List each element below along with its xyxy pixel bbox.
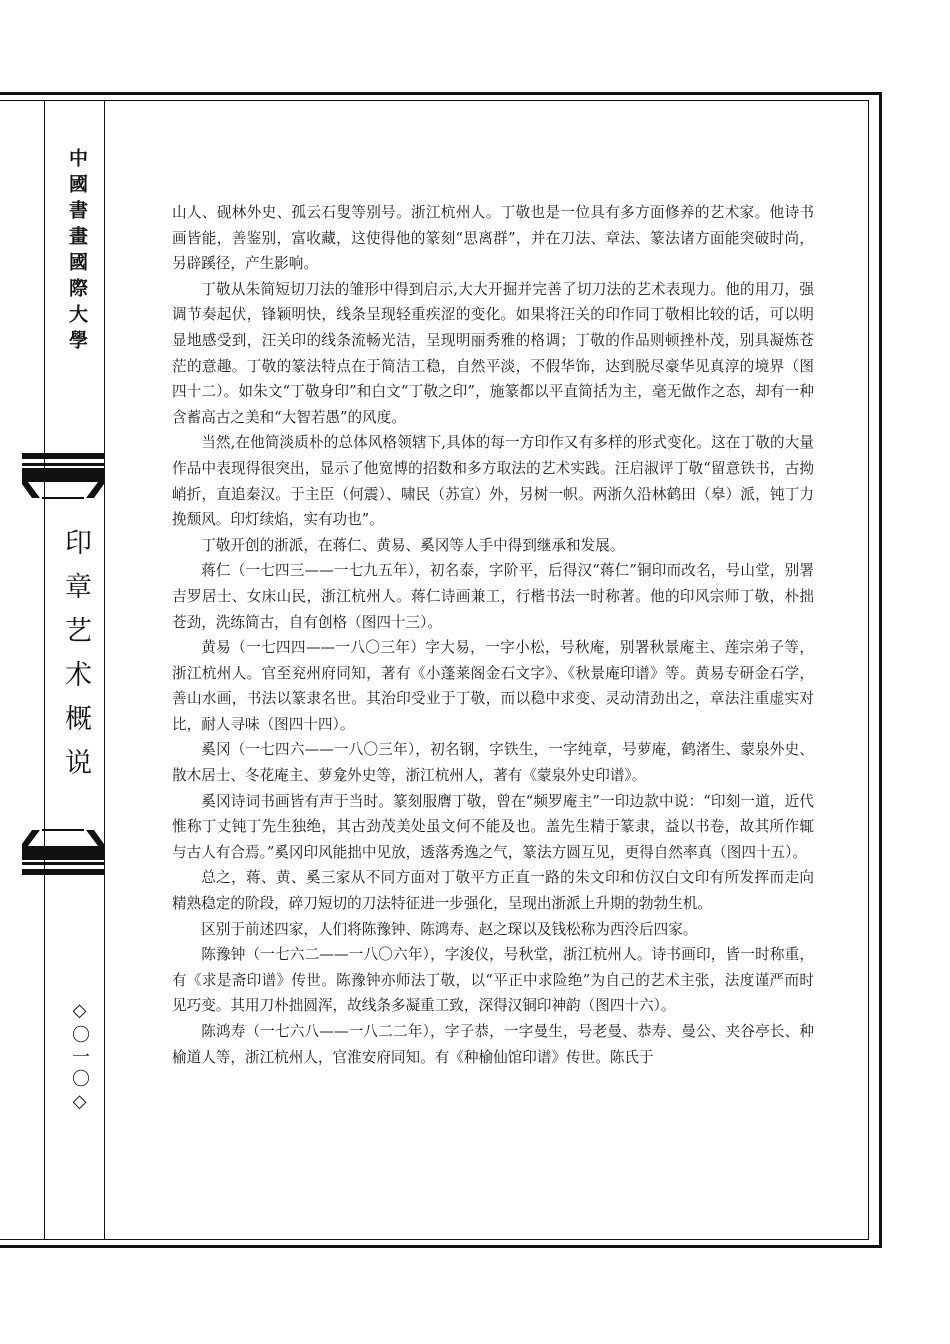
paragraph: 陈豫钟（一七六二——一八〇六年），字浚仪，号秋堂，浙江杭州人。诗书画印，皆一时称重，有《求是斋印谱》传世。陈豫钟亦师法丁敬，以“平正中求险绝”为自己的艺术主张，法度谨严而时见巧变。其用刀朴拙圆浑，故线条多凝重工致，深得汉铜印神韵（图四十六）。	[172, 946, 814, 1015]
title-bar-top-1	[22, 453, 104, 459]
body-text	[172, 200, 814, 1070]
university-name: 中國書畫國際大學	[66, 148, 88, 356]
paragraph: 丁敬从朱简短切刀法的雏形中得到启示,大大开掘并完善了切刀法的艺术表现力。他的用刀，强调节奏起伏，锋颖明快，线条呈现轻重疾涩的变化。如果将汪关的印作同丁敬相比较的话，可以明显地感受到，汪关印的线条流畅光洁，呈现明丽秀雅的格调；丁敬的作品则顿挫朴茂，别具凝炼苍茫的意趣。丁敬的篆法特点在于简洁工稳，自然平淡，不假华饰，达到脱尽豪华见真淳的境界（图四十二）。如朱文“丁敬身印”和白文“丁敬之印”，施篆都以平直简括为主，毫无做作之态，却有一种含蓄高古之美和“大智若愚”的风度。	[172, 280, 815, 426]
paragraph: 奚冈诗词书画皆有声于当时。篆刻服膺丁敬，曾在“频罗庵主”一印边款中说：“印刻一道，近代惟称丁丈钝丁先生独绝，其古劲茂美处虽文何不能及也。盖先生精于篆隶，益以书卷，故其所作辄与古人有合焉。”奚冈印风能拙中见放，透落秀逸之气，篆法方圆互见，更得自然率真（图四十五）。	[172, 792, 814, 861]
paragraph: 黄易（一七四四——一八〇三年）字大易，一字小松，号秋庵，别署秋景庵主、莲宗弟子等，浙江杭州人。官至兖州府同知，著有《小蓬莱阁金石文字》、《秋景庵印谱》等。黄易专研金石学，善山水画，书法以篆隶名世。其治印受业于丁敬，而以稳中求变、灵动清劲出之，章法注重虚实对比，耐人寻味（图四十四）。	[172, 639, 814, 733]
paragraph: 总之，蒋、黄、奚三家从不同方面对丁敬平方正直一路的朱文印和仿汉白文印有所发挥而走向精熟稳定的阶段，碎刀短切的刀法特征进一步强化，呈现出浙派上升期的勃勃生机。	[172, 869, 814, 913]
title-bar-top-2	[22, 463, 104, 466]
paragraph: 当然,在他简淡质朴的总体风格领辖下,具体的每一方印作又有多样的形式变化。这在丁敬的大量作品中表现得很突出，显示了他宽博的招数和多方取法的艺术实践。汪启淑评丁敬“留意铁书，古拗峭折，直追秦汉。于主臣（何震）、啸民（苏宣）外，另树一帜。两浙久沿林鹤田（皋）派，钝丁力挽颓风。印灯续焰，实有功也”。	[172, 434, 814, 529]
paragraph: 奚冈（一七四六——一八〇三年），初名钢，字铁生，一字纯章，号萝庵，鹤渚生、蒙泉外史、散木居士、冬花庵主、萝龛外史等，浙江杭州人，著有《蒙泉外史印谱》。	[172, 741, 814, 785]
paragraph: 区别于前述四家，人们将陈豫钟、陈鸿寿、赵之琛以及钱松称为西泠后四家。	[201, 920, 698, 938]
title-bar-bottom-2	[22, 869, 104, 875]
title-bar-bottom-1	[22, 862, 104, 865]
book-title: 印章艺术概说	[60, 528, 91, 792]
top-bracket-ornament	[22, 468, 104, 510]
paragraph: 蒋仁（一七四三——一七九五年），初名泰，字阶平，后得汉“蒋仁”铜印而改名，号山堂，别署吉罗居士、女床山民，浙江杭州人。蒋仁诗画兼工，行楷书法一时称著。他的印风宗师丁敬，朴拙苍劲，洗练简古，自有创格（图四十三）。	[172, 562, 814, 631]
spine-rule-right	[104, 100, 105, 1240]
bottom-bracket-ornament	[22, 818, 104, 860]
page-number: ◇〇一〇◇	[69, 1000, 90, 1116]
spine-rule-left	[44, 100, 45, 1240]
paragraph: 丁敬开创的浙派，在蒋仁、黄易、奚冈等人手中得到继承和发展。	[201, 536, 625, 554]
paragraph: 山人、砚林外史、孤云石叟等别号。浙江杭州人。丁敬也是一位具有多方面修养的艺术家。他诗书画皆能，善鉴别，富收藏，这使得他的篆刻“思离群”，并在刀法、章法、篆法诸方面能突破时尚，另辟蹊径，产生影响。	[172, 204, 814, 273]
paragraph: 陈鸿寿（一七六八——一八二二年），字子恭，一字曼生，号老曼、恭寿、曼公、夹谷亭长、种榆道人等，浙江杭州人，官淮安府同知。有《种榆仙馆印谱》传世。陈氏于	[172, 1023, 814, 1066]
